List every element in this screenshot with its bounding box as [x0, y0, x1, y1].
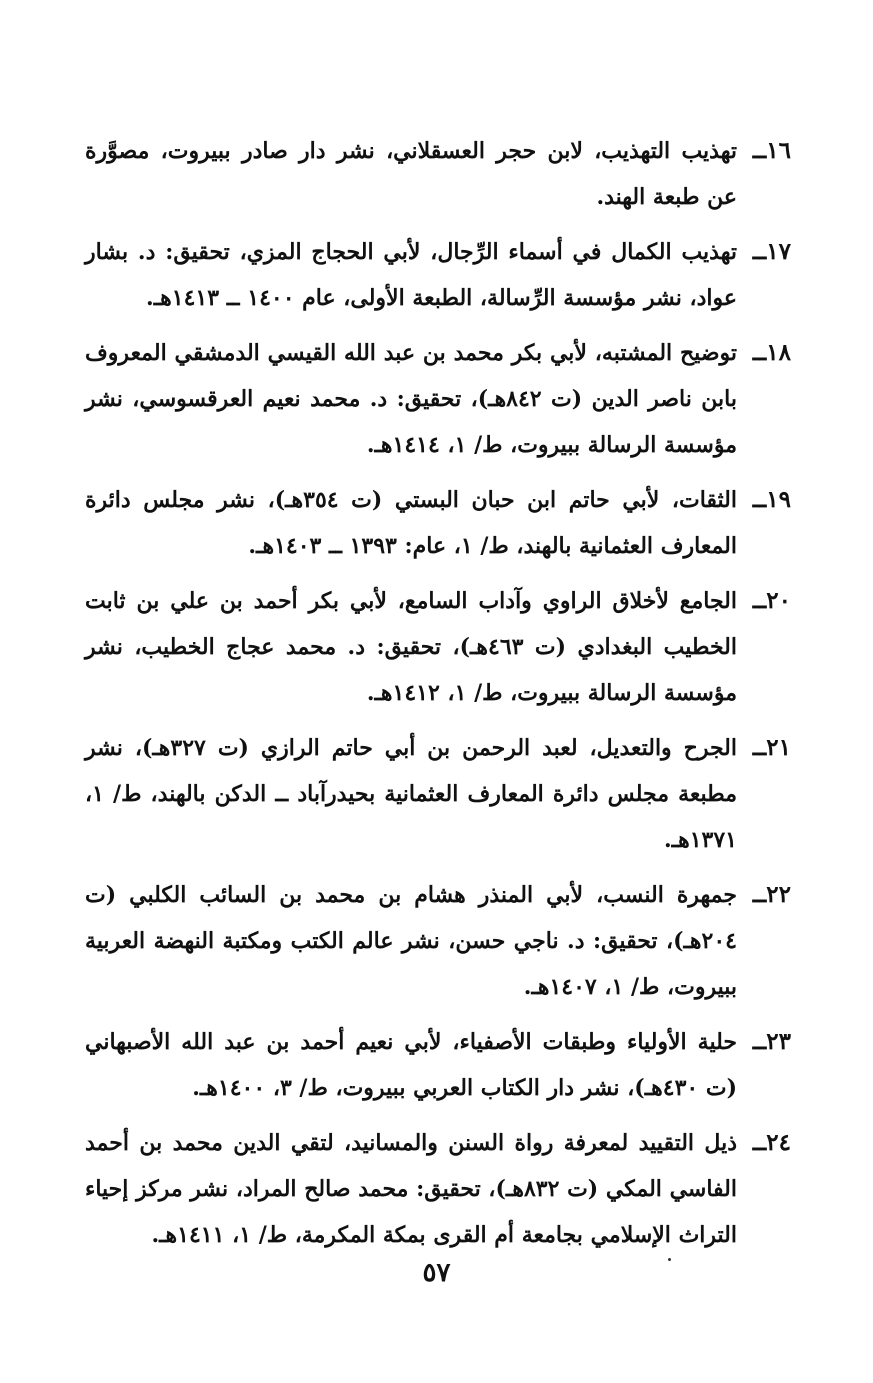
bibliography-entry — [85, 872, 791, 1010]
bibliography-list — [85, 128, 791, 1267]
entry-text: الجرح والتعديل، لعبد الرحمن بن أبي حاتم الرازي (ت ٣٢٧هـ)، نشر مطبعة مجلس دائرة المعارف العثمانية بحيدرآباد ــ الدكن بالهند، ط/ ١، ١٣٧١هـ. — [85, 735, 737, 853]
entry-text: الثقات، لأبي حاتم ابن حبان البستي (ت ٣٥٤هـ)، نشر مجلس دائرة المعارف العثمانية بالهند، ط/ ١، عام: ١٣٩٣ ــ ١٤٠٣هـ. — [85, 487, 737, 559]
bibliography-entry — [85, 578, 791, 716]
bibliography-entry — [85, 229, 791, 321]
entry-number: ١٦ــ — [752, 137, 791, 164]
bibliography-entry — [85, 725, 791, 863]
entry-text: جمهرة النسب، لأبي المنذر هشام بن محمد بن السائب الكلبي (ت ٢٠٤هـ)، تحقيق: د. ناجي حسن، نشر عالم الكتب ومكتبة النهضة العربية ببيروت، ط/ ١، ١٤٠٧هـ. — [85, 882, 737, 1000]
entry-text: ذيل التقييد لمعرفة رواة السنن والمسانيد، لتقي الدين محمد بن أحمد الفاسي المكي (ت ٨٣٢هـ)، تحقيق: محمد صالح المراد، نشر مركز إحياء التراث الإسلامي بجامعة أم القرى بمكة المكرمة، ط/ ١، ١٤١١هـ. — [85, 1130, 737, 1248]
bibliography-entry — [85, 477, 791, 569]
entry-number: ٢٤ــ — [752, 1129, 791, 1156]
entry-number: ٢٠ــ — [752, 587, 791, 614]
entry-number: ٢٢ــ — [752, 881, 791, 908]
entry-text: تهذيب التهذيب، لابن حجر العسقلاني، نشر دار صادر ببيروت، مصوَّرة عن طبعة الهند. — [85, 138, 737, 210]
entry-number: ١٨ــ — [752, 339, 791, 366]
bibliography-entry — [85, 1120, 791, 1258]
bibliography-entry — [85, 330, 791, 468]
entry-number: ٢١ــ — [752, 734, 791, 761]
entry-text: تهذيب الكمال في أسماء الرِّجال، لأبي الحجاج المزي، تحقيق: د. بشار عواد، نشر مؤسسة الرِّسالة، الطبعة الأولى، عام ١٤٠٠ ــ ١٤١٣هـ. — [85, 239, 737, 311]
page-number: ٥٧ — [422, 1258, 451, 1288]
entry-text: توضيح المشتبه، لأبي بكر محمد بن عبد الله القيسي الدمشقي المعروف بابن ناصر الدين (ت ٨٤٢هـ)، تحقيق: د. محمد نعيم العرقسوسي، نشر مؤسسة الرسالة ببيروت، ط/ ١، ١٤١٤هـ. — [85, 340, 737, 458]
entry-number: ١٩ــ — [752, 486, 791, 513]
entry-text: حلية الأولياء وطبقات الأصفياء، لأبي نعيم أحمد بن عبد الله الأصبهاني (ت ٤٣٠هـ)، نشر دار الكتاب العربي ببيروت، ط/ ٣، ١٤٠٠هـ. — [85, 1029, 737, 1101]
bibliography-entry — [85, 128, 791, 220]
entry-number: ٢٣ــ — [752, 1028, 791, 1055]
bibliography-entry — [85, 1019, 791, 1111]
entry-number: ١٧ــ — [752, 238, 791, 265]
entry-text: الجامع لأخلاق الراوي وآداب السامع، لأبي بكر أحمد بن علي بن ثابت الخطيب البغدادي (ت ٤٦٣هـ)، تحقيق: د. محمد عجاج الخطيب، نشر مؤسسة الرسالة ببيروت، ط/ ١، ١٤١٢هـ. — [85, 588, 737, 706]
